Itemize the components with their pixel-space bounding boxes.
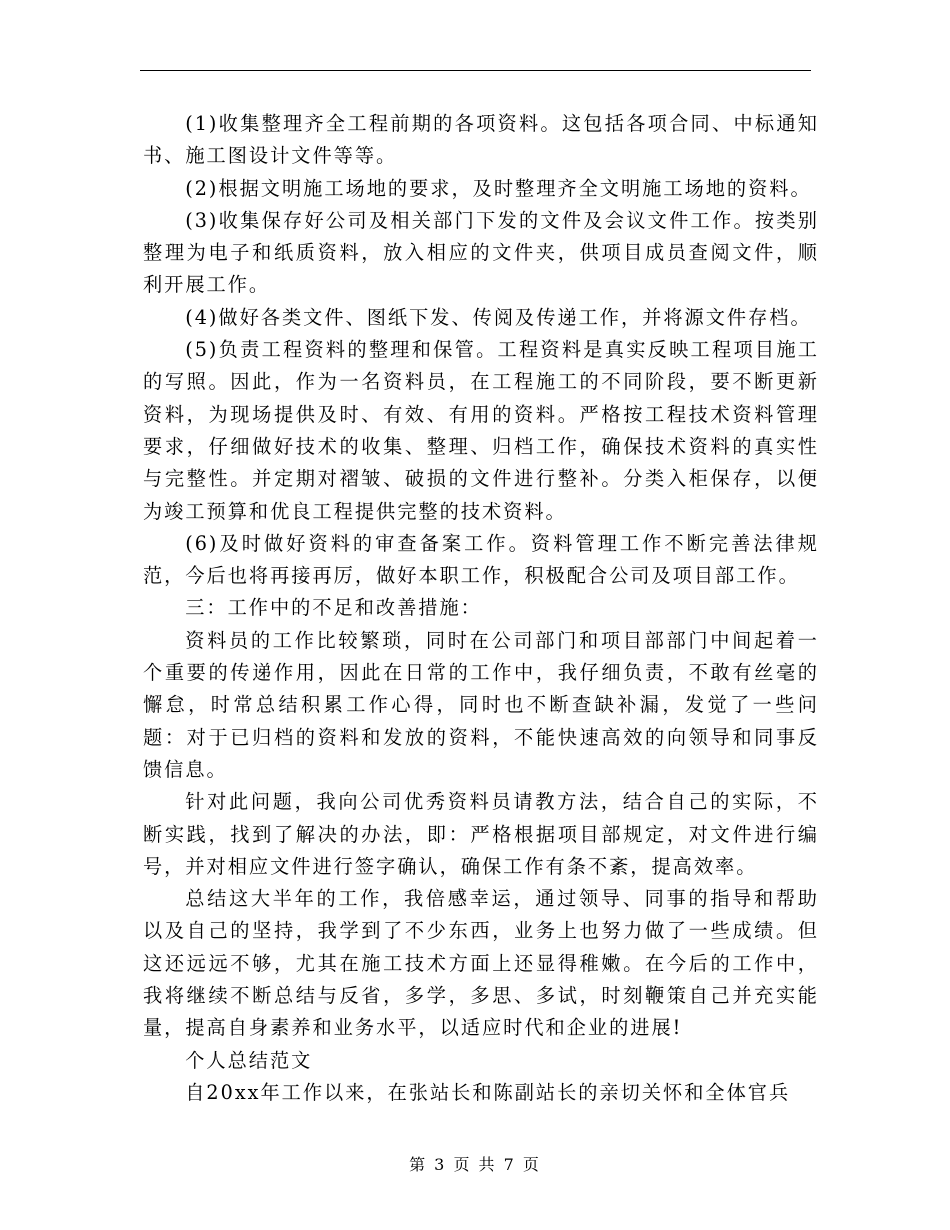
paragraph-item-5: (5)负责工程资料的整理和保管。工程资料是真实反映工程项目施工的写照。因此，作为一名资料员，在工程施工的不同阶段，要不断更新资料，为现场提供及时、有效、有用的资料。严格按工程技术资料管理要求，仔细做好技术的收集、整理、归档工作，确保技术资料的真实性与完整性。并定期对褶皱、破损的文件进行整补。分类入柜保存，以便为竣工预算和优良工程提供完整的技术资料。 bbox=[143, 338, 819, 523]
subtitle-personal-summary: 个人总结范文 bbox=[185, 1048, 313, 1072]
paragraph-solution: 针对此问题，我向公司优秀资料员请教方法，结合自己的实际，不断实践，找到了解决的办法，即：严格根据项目部规定，对文件进行编号，并对相应文件进行签字确认，确保工作有条不紊，提高效率。 bbox=[143, 790, 819, 878]
paragraph-item-6: (6)及时做好资料的审查备案工作。资料管理工作不断完善法律规范，今后也将再接再厉，做好本职工作，积极配合公司及项目部工作。 bbox=[143, 531, 819, 588]
paragraph-problems: 资料员的工作比较繁琐，同时在公司部门和项目部部门中间起着一个重要的传递作用，因此在日常的工作中，我仔细负责，不敢有丝毫的懈怠，时常总结积累工作心得，同时也不断查缺补漏，发觉了一些问题：对于已归档的资料和发放的资料，不能快速高效的向领导和同事反馈信息。 bbox=[143, 628, 819, 781]
paragraph-intro: 自20xx年工作以来，在张站长和陈副站长的亲切关怀和全体官兵 bbox=[185, 1080, 791, 1104]
paragraph-item-4: (4)做好各类文件、图纸下发、传阅及传递工作，并将源文件存档。 bbox=[185, 305, 812, 329]
paragraph-summary: 总结这大半年的工作，我倍感幸运，通过领导、同事的指导和帮助以及自己的坚持，我学到了不少东西，业务上也努力做了一些成绩。但这还远远不够，尤其在施工技术方面上还显得稚嫩。在今后的工作中，我将继续不断总结与反省，多学，多思、多试，时刻鞭策自己并充实能量，提高自身素养和业务水平，以适应时代和企业的进展! bbox=[143, 887, 819, 1040]
section-heading: 三：工作中的不足和改善措施： bbox=[185, 596, 482, 620]
paragraph-item-3: (3)收集保存好公司及相关部门下发的文件及会议文件工作。按类别整理为电子和纸质资料，放入相应的文件夹，供项目成员查阅文件，顺利开展工作。 bbox=[143, 208, 819, 297]
document-body bbox=[143, 108, 819, 1109]
header-rule bbox=[140, 70, 811, 71]
page-number: 第 3 页 共 7 页 bbox=[409, 1155, 541, 1174]
paragraph-item-1: (1)收集整理齐全工程前期的各项资料。这包括各项合同、中标通知书、施工图设计文件等等。 bbox=[143, 112, 819, 168]
paragraph-item-2: (2)根据文明施工场地的要求，及时整理齐全文明施工场地的资料。 bbox=[185, 176, 812, 200]
